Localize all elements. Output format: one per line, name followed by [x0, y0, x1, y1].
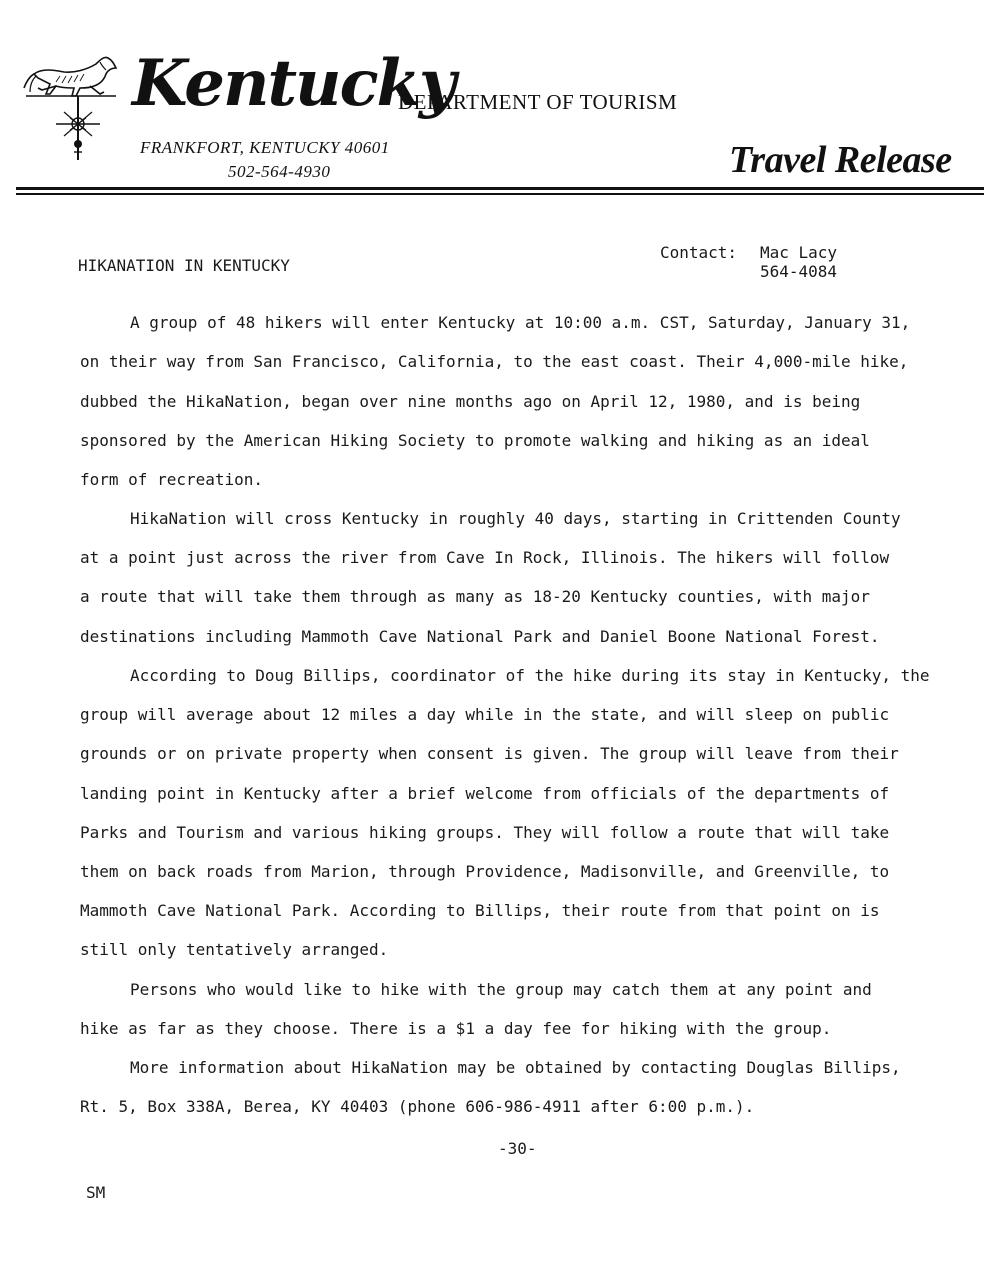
header-rule-thick	[16, 187, 984, 190]
body-line: on their way from San Francisco, California, to the east coast. Their 4,000-mile hike,	[80, 352, 909, 371]
body-line: grounds or on private property when consent is given. The group will leave from their	[80, 744, 899, 763]
body-line: hike as far as they choose. There is a $1 a day fee for hiking with the group.	[80, 1019, 832, 1038]
department-phone: 502-564-4930	[228, 162, 331, 181]
end-mark: -30-	[498, 1139, 537, 1158]
contact-label: Contact:	[660, 243, 738, 262]
release-headline: HIKANATION IN KENTUCKY	[78, 256, 290, 275]
kentucky-wordmark: Kentucky	[132, 46, 455, 121]
body-line: destinations including Mammoth Cave National Park and Daniel Boone National Forest.	[80, 627, 880, 646]
header-rule-thin	[16, 193, 984, 195]
body-line: Parks and Tourism and various hiking groups. They will follow a route that will take	[80, 823, 890, 842]
release-type-title: Travel Release	[729, 139, 952, 181]
author-initials: SM	[86, 1183, 106, 1202]
department-name: DEPARTMENT OF TOURISM	[398, 90, 678, 114]
weathervane-horse-logo	[20, 48, 138, 166]
body-line: form of recreation.	[80, 470, 264, 489]
body-line: group will average about 12 miles a day while in the state, and will sleep on public	[80, 705, 890, 724]
body-line: a route that will take them through as many as 18-20 Kentucky counties, with major	[80, 587, 870, 606]
body-line: A group of 48 hikers will enter Kentucky at 10:00 a.m. CST, Saturday, January 31,	[130, 313, 911, 332]
body-line: at a point just across the river from Cave In Rock, Illinois. The hikers will follow	[80, 548, 890, 567]
body-line: landing point in Kentucky after a brief welcome from officials of the departments of	[80, 784, 890, 803]
contact-phone: 564-4084	[760, 262, 838, 281]
body-line: them on back roads from Marion, through Providence, Madisonville, and Greenville, to	[80, 862, 890, 881]
body-line: HikaNation will cross Kentucky in roughly 40 days, starting in Crittenden County	[130, 509, 901, 528]
body-line: Persons who would like to hike with the group may catch them at any point and	[130, 980, 872, 999]
body-line: dubbed the HikaNation, began over nine months ago on April 12, 1980, and is being	[80, 392, 861, 411]
body-line: More information about HikaNation may be obtained by contacting Douglas Billips,	[130, 1058, 901, 1077]
body-line: sponsored by the American Hiking Society to promote walking and hiking as an ideal	[80, 431, 870, 450]
body-line: According to Doug Billips, coordinator of the hike during its stay in Kentucky, the	[130, 666, 930, 685]
department-address: FRANKFORT, KENTUCKY 40601	[140, 138, 390, 157]
body-line: Mammoth Cave National Park. According to Billips, their route from that point on is	[80, 901, 880, 920]
contact-name: Mac Lacy	[760, 243, 838, 262]
body-line: Rt. 5, Box 338A, Berea, KY 40403 (phone 606-986-4911 after 6:00 p.m.).	[80, 1097, 755, 1116]
body-line: still only tentatively arranged.	[80, 940, 389, 959]
